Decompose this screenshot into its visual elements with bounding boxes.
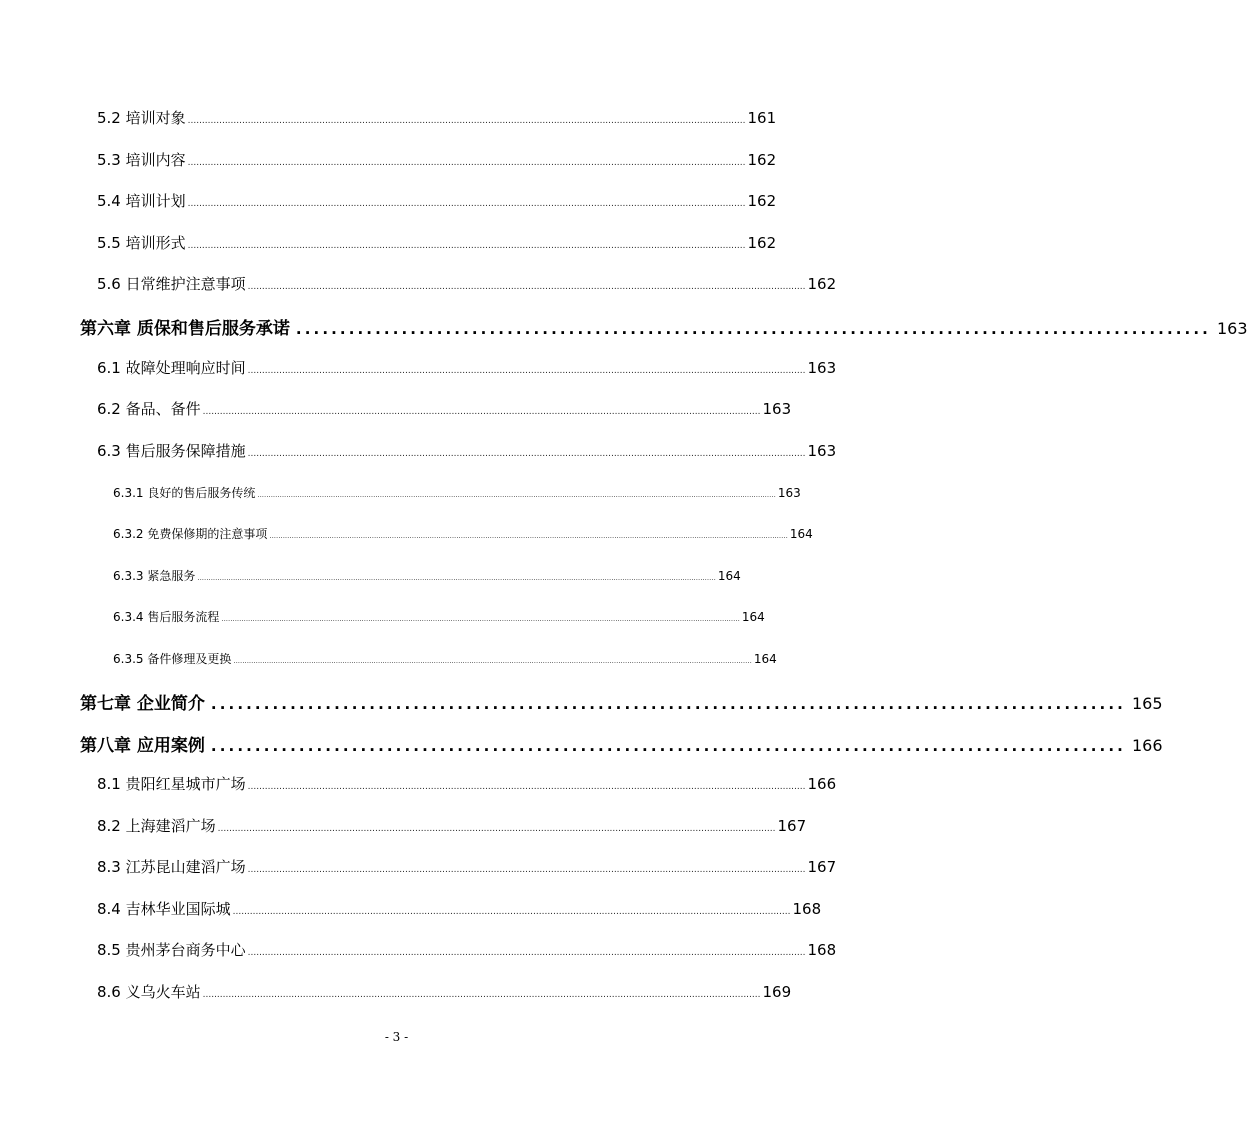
- toc-entry-title: 5.4 培训计划: [97, 192, 186, 210]
- toc-entry-title: 6.3.5 备件修理及更换: [113, 652, 232, 666]
- dot-leader: ........................................................................................................: [295, 320, 1211, 338]
- toc-chapter-entry[interactable]: [80, 731, 1163, 756]
- dot-leader: ...................................................................................................................................................................................................: [247, 449, 806, 459]
- toc-entry-page: 169: [762, 983, 792, 1001]
- dot-leader: ...................................................................................................................................................................................................: [247, 782, 806, 792]
- dot-leader: ...................................................................................................................................................................................................: [187, 158, 746, 168]
- toc-entry-title: 6.3.3 紧急服务: [113, 569, 196, 583]
- toc-chapter-entry[interactable]: [80, 314, 1248, 339]
- dot-leader: ...................................................................................................................................................................................................: [187, 241, 746, 251]
- toc-chapter-entry[interactable]: [80, 689, 1163, 714]
- toc-entry-title: 5.2 培训对象: [97, 109, 186, 127]
- toc-entry[interactable]: [97, 107, 777, 128]
- toc-entry-page: 162: [747, 192, 777, 210]
- toc-chapter-title: 第六章 质保和售后服务承诺: [80, 319, 290, 339]
- toc-entry-page: 162: [747, 234, 777, 252]
- toc-entry-title: 6.3 售后服务保障措施: [97, 442, 246, 460]
- dot-leader: ...................................................................................................................................................................................................: [187, 116, 746, 126]
- toc-entry-page: 166: [1131, 736, 1163, 755]
- toc-entry-title: 8.1 贵阳红星城市广场: [97, 775, 246, 793]
- toc-subentry[interactable]: [113, 484, 801, 501]
- dot-leader: ...................................................................................................................................................................................................: [232, 907, 791, 917]
- dot-leader: ........................................................................................................: [210, 737, 1126, 755]
- toc-entry[interactable]: [97, 190, 777, 211]
- toc-entry-page: 164: [741, 610, 765, 624]
- toc-entry-title: 8.3 江苏昆山建滔广场: [97, 858, 246, 876]
- toc-entry[interactable]: [97, 981, 792, 1002]
- toc-entry-title: 6.3.4 售后服务流程: [113, 610, 220, 624]
- toc-entry[interactable]: [97, 357, 837, 378]
- toc-entry-title: 8.4 吉林华业国际城: [97, 900, 231, 918]
- toc-entry[interactable]: [97, 939, 837, 960]
- toc-subentry[interactable]: [113, 525, 813, 542]
- dot-leader: .........................................................................................................................................................................................................................................: [257, 491, 776, 499]
- toc-entry[interactable]: [97, 273, 837, 294]
- dot-leader: ...................................................................................................................................................................................................: [217, 824, 776, 834]
- toc-entry-title: 5.3 培训内容: [97, 151, 186, 169]
- toc-entry[interactable]: [97, 149, 777, 170]
- toc-entry-title: 5.5 培训形式: [97, 234, 186, 252]
- toc-entry-page: 165: [1131, 694, 1163, 713]
- dot-leader: ...................................................................................................................................................................................................: [187, 199, 746, 209]
- dot-leader: .........................................................................................................................................................................................................................................: [233, 657, 752, 665]
- toc-entry-title: 5.6 日常维护注意事项: [97, 275, 246, 293]
- toc-chapter-title: 第八章 应用案例: [80, 736, 205, 756]
- toc-entry-page: 162: [807, 275, 837, 293]
- toc-entry-title: 8.5 贵州茅台商务中心: [97, 941, 246, 959]
- toc-subentry[interactable]: [113, 608, 765, 625]
- toc-subentry[interactable]: [113, 650, 777, 667]
- toc-entry-page: 163: [1216, 319, 1248, 338]
- toc-entry-title: 6.3.1 良好的售后服务传统: [113, 486, 256, 500]
- toc-entry-page: 163: [762, 400, 792, 418]
- toc-entry-page: 164: [789, 527, 813, 541]
- toc-entry-title: 6.3.2 免费保修期的注意事项: [113, 527, 268, 541]
- dot-leader: .........................................................................................................................................................................................................................................: [197, 574, 716, 582]
- toc-entry[interactable]: [97, 440, 837, 461]
- toc-entry-page: 166: [807, 775, 837, 793]
- toc-entry-page: 164: [753, 652, 777, 666]
- toc-entry[interactable]: [97, 898, 822, 919]
- toc-entry-page: 167: [777, 817, 807, 835]
- dot-leader: ...................................................................................................................................................................................................: [202, 990, 761, 1000]
- toc-entry-page: 168: [792, 900, 822, 918]
- dot-leader: ...................................................................................................................................................................................................: [247, 366, 806, 376]
- toc-subentry[interactable]: [113, 567, 741, 584]
- toc-entry[interactable]: [97, 815, 807, 836]
- dot-leader: ...................................................................................................................................................................................................: [247, 948, 806, 958]
- toc-entry-title: 6.2 备品、备件: [97, 400, 201, 418]
- toc-entry[interactable]: [97, 773, 837, 794]
- toc-entry-title: 6.1 故障处理响应时间: [97, 359, 246, 377]
- dot-leader: .........................................................................................................................................................................................................................................: [269, 532, 788, 540]
- toc-entry-page: 163: [807, 442, 837, 460]
- page-number-footer: - 3 -: [384, 1030, 409, 1044]
- toc-entry-page: 163: [807, 359, 837, 377]
- toc-entry-title: 8.6 义乌火车站: [97, 983, 201, 1001]
- dot-leader: ...................................................................................................................................................................................................: [247, 865, 806, 875]
- dot-leader: ........................................................................................................: [210, 695, 1126, 713]
- toc-entry[interactable]: [97, 398, 792, 419]
- toc-entry-page: 163: [777, 486, 801, 500]
- toc-entry-page: 167: [807, 858, 837, 876]
- toc-entry-title: 8.2 上海建滔广场: [97, 817, 216, 835]
- dot-leader: .........................................................................................................................................................................................................................................: [221, 615, 740, 623]
- toc-entry[interactable]: [97, 232, 777, 253]
- dot-leader: ...................................................................................................................................................................................................: [247, 282, 806, 292]
- toc-chapter-title: 第七章 企业简介: [80, 694, 205, 714]
- dot-leader: ...................................................................................................................................................................................................: [202, 407, 761, 417]
- toc-entry-page: 164: [717, 569, 741, 583]
- toc-entry-page: 168: [807, 941, 837, 959]
- toc-entry-page: 162: [747, 151, 777, 169]
- toc-entry-page: 161: [747, 109, 777, 127]
- toc-entry[interactable]: [97, 856, 837, 877]
